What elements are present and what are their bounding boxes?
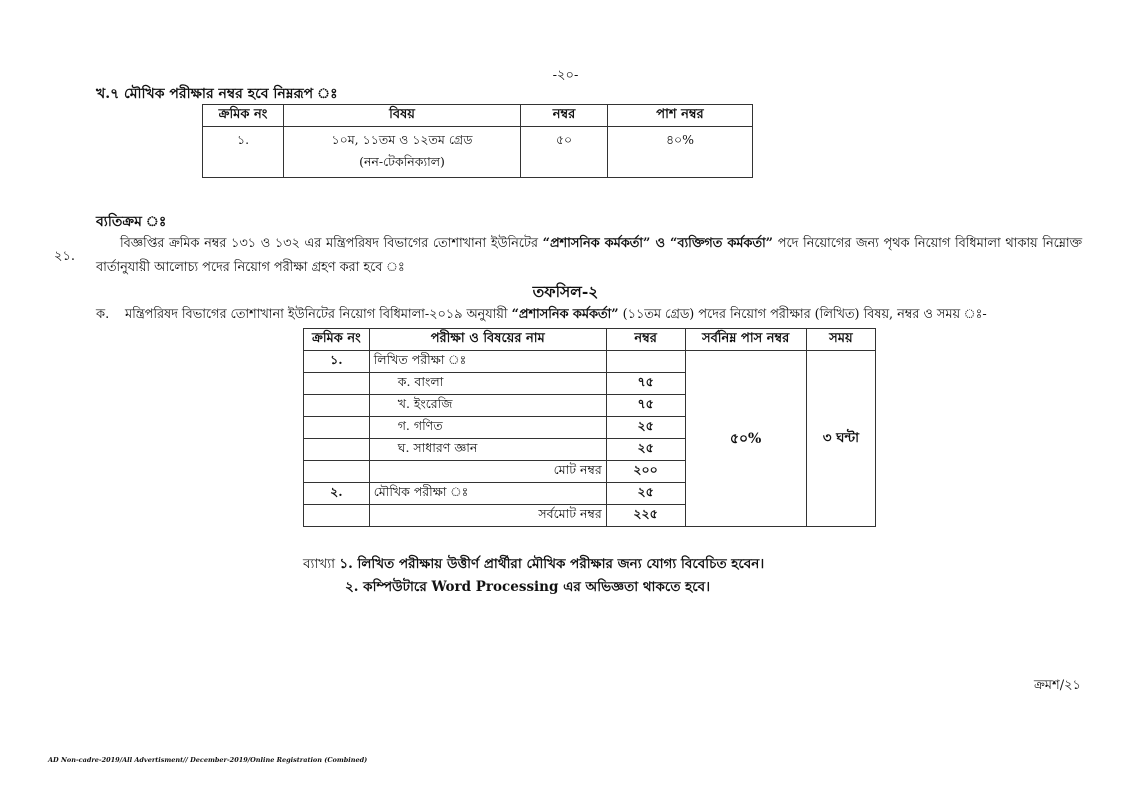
cell-marks: ২৫ <box>606 483 685 505</box>
exception-text-a: বিজ্ঞপ্তির ক্রমিক নম্বর ১৩১ ও ১৩২ এর মন্ত্রিপরিষদ বিভাগের তোশাখানা ইউনিটের <box>120 236 543 251</box>
cell-marks: ৭৫ <box>606 373 685 395</box>
cell-serial <box>304 439 370 461</box>
explanation-prefix: ব্যাখ্যা <box>303 556 340 572</box>
table-row <box>203 127 753 178</box>
exception-title: ব্যতিক্রম ঃ <box>96 214 167 230</box>
cell-serial <box>304 461 370 483</box>
explanation-line-1 <box>303 553 764 576</box>
cell-marks: ২৫ <box>606 417 685 439</box>
cell-serial: ১. <box>304 351 370 373</box>
header-serial: ক্রমিক নং <box>304 329 370 351</box>
cell-name: ঘ. সাধারণ জ্ঞান <box>369 439 606 461</box>
exception-text-c: পদে নিয়োগের জন্য পৃথক নিয়োগ বিধিমালা থাকায় নিম্নোক্ত বার্তানুযায়ী আলোচ্য পদের নিয়োগ পরীক্ষা গ্রহণ করা হবে ঃ <box>96 236 1082 275</box>
cell-total-marks: ২০০ <box>606 461 685 483</box>
cell-serial <box>304 395 370 417</box>
oral-marks-table <box>202 104 753 178</box>
cell-serial <box>304 417 370 439</box>
table-header-row <box>203 105 753 127</box>
exception-number: ২১. <box>54 249 76 264</box>
schedule-post: “প্রশাসনিক কর্মকর্তা” <box>511 307 619 322</box>
header-subject: বিষয় <box>284 105 521 127</box>
cell-grand-total-label: সর্বমোট নম্বর <box>369 505 606 527</box>
header-pass-marks: পাশ নম্বর <box>608 105 753 127</box>
explanation-text-1: ১. লিখিত পরীক্ষায় উত্তীর্ণ প্রার্থীরা মৌখিক পরীক্ষার জন্য যোগ্য বিবেচিত হবেন। <box>339 556 765 572</box>
cell-marks <box>606 351 685 373</box>
cell-serial: ২. <box>304 483 370 505</box>
footer-reference: AD Non-cadre-2019/All Advertisment// December-2019/Online Registration (Combined) <box>48 756 368 764</box>
cell-name: ক. বাংলা <box>369 373 606 395</box>
schedule-text-c: (১১তম গ্রেড) পদের নিয়োগ পরীক্ষার (লিখিত) বিষয়, নম্বর ও সময় ঃ- <box>618 307 987 322</box>
cell-time: ৩ ঘন্টা <box>806 351 875 527</box>
cell-serial <box>304 505 370 527</box>
cell-name: মৌখিক পরীক্ষা ঃ <box>369 483 606 505</box>
table-header-row <box>304 329 876 351</box>
cell-pass-marks: ৪০% <box>608 127 753 178</box>
header-time: সময় <box>806 329 875 351</box>
cell-grand-total-marks: ২২৫ <box>606 505 685 527</box>
table-row <box>304 351 876 373</box>
continued-label: ক্রমশ/২১ <box>1033 678 1081 693</box>
cell-name: লিখিত পরীক্ষা ঃ <box>369 351 606 373</box>
header-min-pass: সর্বনিম্ন পাস নম্বর <box>685 329 806 351</box>
cell-marks: ২৫ <box>606 439 685 461</box>
schedule-text-a: মন্ত্রিপরিষদ বিভাগের তোশাখানা ইউনিটের নিয়োগ বিধিমালা-২০১৯ অনুযায়ী <box>125 307 512 322</box>
cell-subject <box>284 127 521 178</box>
header-marks: নম্বর <box>521 105 608 127</box>
subject-grades: ১০ম, ১১তম ও ১২তম গ্রেড <box>331 132 473 147</box>
exception-posts: “প্রশাসনিক কর্মকর্তা” ও “ব্যক্তিগত কর্মকর্তা” <box>542 236 774 251</box>
cell-marks: ৭৫ <box>606 395 685 417</box>
cell-name: খ. ইংরেজি <box>369 395 606 417</box>
header-exam-name: পরীক্ষা ও বিষয়ের নাম <box>369 329 606 351</box>
schedule-text <box>125 305 987 326</box>
oral-exam-heading: খ.৭ মৌখিক পরীক্ষার নম্বর হবে নিম্নরূপ ঃ <box>96 86 338 102</box>
schedule-title: তফসিল-২ <box>532 282 599 301</box>
exception-paragraph <box>96 232 1082 280</box>
cell-marks: ৫০ <box>521 127 608 178</box>
cell-serial: ১. <box>203 127 284 178</box>
cell-min-pass: ৫০% <box>685 351 806 527</box>
subject-type: (নন-টেকনিক্যাল) <box>359 154 445 169</box>
cell-total-label: মোট নম্বর <box>369 461 606 483</box>
schedule-label: ক. <box>96 307 110 322</box>
exam-table <box>303 328 876 527</box>
header-serial: ক্রমিক নং <box>203 105 284 127</box>
explanation-line-2: ২. কম্পিউটারে Word Processing এর অভিজ্ঞতা থাকতে হবে। <box>345 579 711 595</box>
cell-name: গ. গণিত <box>369 417 606 439</box>
cell-serial <box>304 373 370 395</box>
page-number: -২০- <box>552 68 579 83</box>
header-marks: নম্বর <box>606 329 685 351</box>
